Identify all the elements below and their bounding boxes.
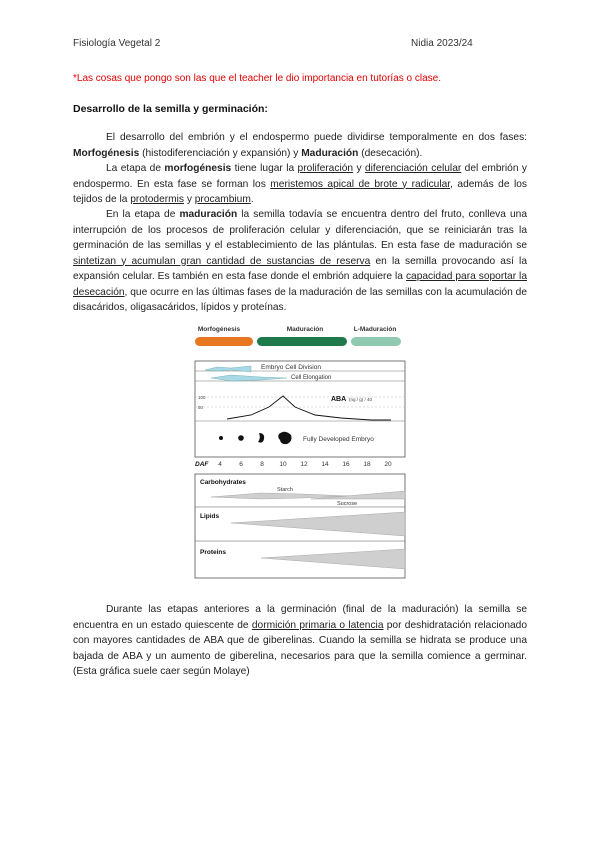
header-author: Nidia 2023/24 — [411, 38, 473, 49]
daf-tick-8: 8 — [260, 461, 264, 468]
paragraph-4: Durante las etapas anteriores a la germinación (final de la maduración) la semilla se encuentra en un estado quiescente de dormición primaria o latencia por deshidratación relacionado con mayores cantidades de ABA que de giberelinas. Cuando la semilla se hidrata se produce una bajada de ABA y un aumento de giberelina, necesarios para que la semilla comience a germinar. (Esta gráfica suele caer según Molaye) — [73, 604, 528, 677]
daf-tick-14: 14 — [321, 461, 329, 468]
aba-y-tick-100: 100 — [198, 395, 206, 400]
daf-tick-4: 4 — [218, 461, 222, 468]
embryo-stage-4 — [278, 432, 291, 444]
lipids-shape — [231, 512, 405, 536]
header-course: Fisiología Vegetal 2 — [73, 38, 161, 49]
fully-developed-embryo-label: Fully Developed Embryo — [303, 436, 374, 443]
aba-y-tick-50: 50 — [198, 405, 204, 410]
phase-bar-maduracion — [257, 337, 347, 346]
sucrose-label: Sucrose — [337, 501, 358, 507]
carbohydrates-label: Carbohydrates — [200, 479, 246, 486]
bold-morfogenesis: Morfogénesis — [73, 147, 140, 159]
phase-label-maduracion: Maduración — [286, 326, 324, 333]
daf-tick-12: 12 — [300, 461, 308, 468]
phase-bar-morfogenesis — [195, 337, 253, 346]
phase-label-morfogenesis: Morfogénesis — [197, 326, 241, 333]
paragraph-1: El desarrollo del embrión y el endospermo puede dividirse temporalmente en dos fases: Morfogénesis (histodiferenciación y expansión) y Maduración (desecación). — [73, 132, 527, 159]
daf-tick-10: 10 — [279, 461, 287, 468]
phase-bar-l-maduracion — [351, 337, 401, 346]
daf-tick-16: 16 — [342, 461, 350, 468]
paragraph-3: En la etapa de maduración la semilla todavía se encuentra dentro del fruto, conlleva una interrupción de los procesos de proliferación celular y diferenciación, que se reiniciarán tras la germinación de las semillas y el establecimiento de las plántulas. En esta fase de maduración se sintetizan y acumulan gran cantidad de sustancias de reserva en la semilla provocando así la expansión celular. Es también en esta fase donde el embrión adquiere la capacidad para soportar la desecación, que ocurre en las últimas fases de la maduración de las semillas con la acumulación de disacáridos, oligasacáridos, lípidos y proteínas. — [73, 209, 527, 313]
seed-development-figure — [191, 321, 407, 583]
aba-sub-label: (ng / g) / 40 — [349, 397, 373, 402]
red-note: *Las cosas que pongo son las que el teacher le dio importancia en tutorías o clase. — [73, 73, 442, 84]
daf-tick-18: 18 — [363, 461, 371, 468]
starch-label: Starch — [277, 487, 293, 493]
lipids-label: Lipids — [200, 513, 220, 520]
paragraph-2: La etapa de morfogénesis tiene lugar la proliferación y diferenciación celular del embrión y endospermo. En esta fase se forman los meristemos apical de brote y radicular, además de los tejidos de la protodermis y procambium. — [73, 163, 527, 205]
proteins-label: Proteins — [200, 549, 227, 556]
embryo-stage-1 — [219, 436, 223, 440]
daf-tick-20: 20 — [384, 461, 392, 468]
phase-label-l-maduracion: L-Maduración — [353, 326, 397, 333]
cell-elongation-band — [211, 375, 287, 381]
section-title: Desarrollo de la semilla y germinación: — [73, 103, 268, 115]
daf-axis-label: DAF — [195, 461, 209, 468]
cell-elongation-label: Cell Elongation — [291, 375, 332, 381]
bold-maduracion: Maduración — [301, 147, 359, 159]
embryo-stage-2 — [238, 435, 244, 441]
proteins-shape — [261, 549, 405, 569]
embryo-stage-3 — [258, 433, 264, 443]
daf-tick-6: 6 — [239, 461, 243, 468]
embryo-cell-division-label: Embryo Cell Division — [261, 364, 321, 371]
aba-label: ABA — [331, 396, 347, 403]
